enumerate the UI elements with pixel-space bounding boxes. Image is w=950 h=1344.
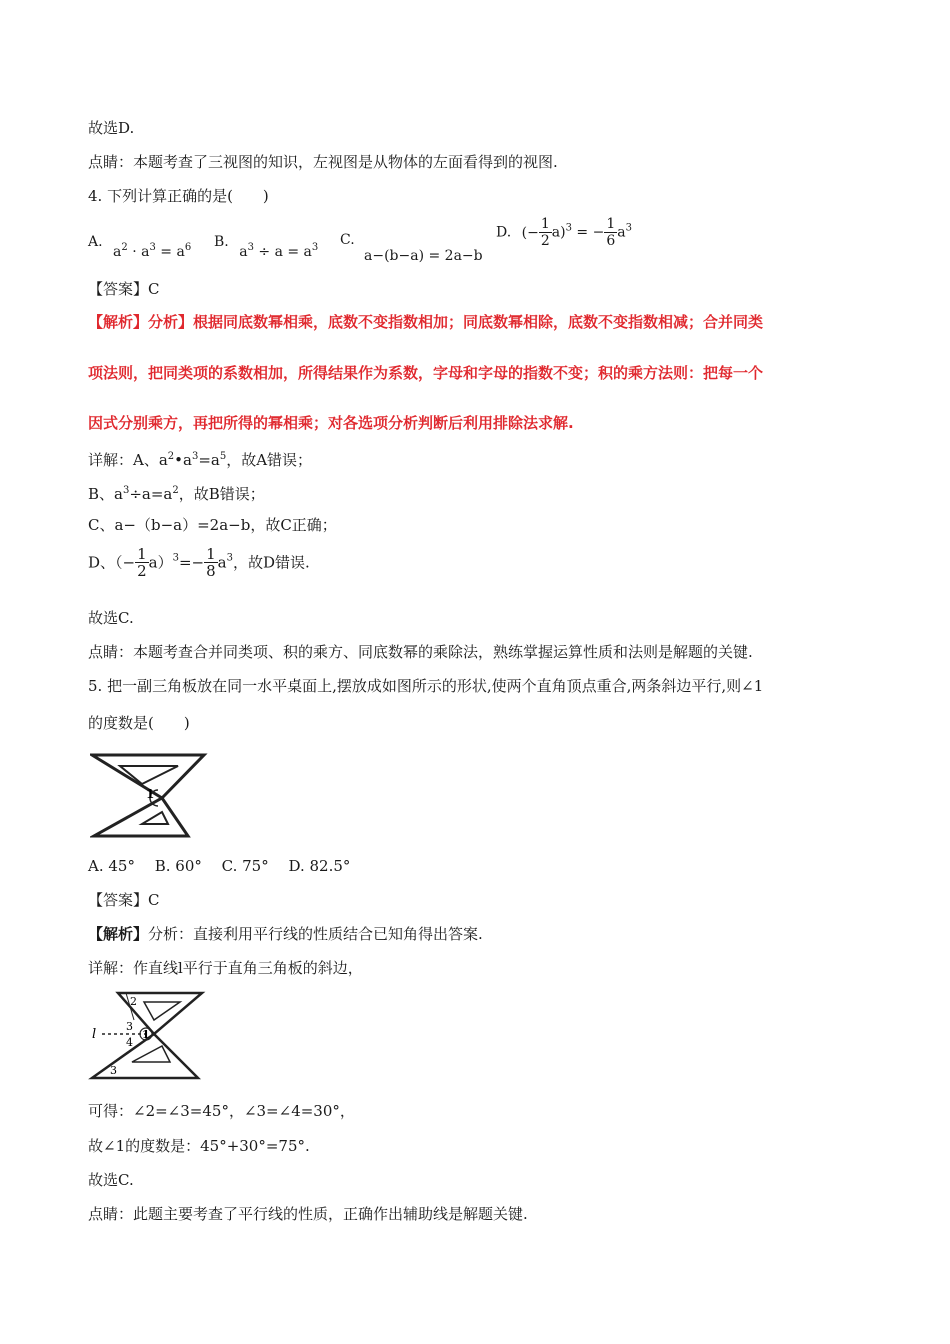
q5-result-1: 可得：∠2=∠3=45°，∠3=∠4=30°，: [88, 1102, 355, 1120]
q5-analysis: 【解析】分析：直接利用平行线的性质结合已知角得出答案.: [88, 925, 483, 943]
q4-detail-a: 详解：A、$a^2•a^3=a^5$，故A错误；: [88, 451, 313, 469]
q5-result-2: 故∠1的度数是：45°+30°=75°.: [88, 1137, 310, 1155]
q4-detail-b: B、$a^3\div a=a^2$，故B错误；: [88, 485, 265, 503]
lower-triangle: [94, 798, 188, 836]
q5-stem-line-2: 的度数是( ): [88, 714, 190, 732]
q5-detail: 详解：作直线l平行于直角三角板的斜边，: [88, 959, 363, 977]
q4-analysis-line-3: 因式分别乘方，再把所得的幂相乘；对各选项分析判断后利用排除法求解.: [88, 414, 574, 432]
label-3-upper: 3: [126, 1020, 133, 1033]
q4-choice: 故选C.: [88, 609, 134, 627]
q5-stem-line-1: 5. 把一副三角板放在同一水平桌面上,摆放成如图所示的形状,使两个直角顶点重合,两条斜边平行,则∠1: [88, 677, 764, 695]
q4-option-c: C. a−(b−a) = 2a−b: [340, 232, 483, 264]
q5-choice: 故选C.: [88, 1171, 134, 1189]
q4-detail-d-fraction-2: $\frac{1}{8}$: [206, 545, 216, 580]
q4-analysis-line-1: 【解析】分析】根据同底数幂相乘，底数不变指数相加；同底数幂相除，底数不变指数相减；合并同类: [88, 313, 764, 331]
label-4: 4: [126, 1036, 133, 1049]
q4-option-d: D. (− $\frac{1}{2}$ a)$^3$ = − $\frac{1}{6}$ $a^3$: [496, 216, 632, 249]
q4-d-fraction-2: $\frac{1}{6}$: [606, 216, 616, 249]
q4-answer: 【答案】C: [88, 280, 160, 298]
q4-analysis-line-2: 项法则，把同类项的系数相加，所得结果作为系数，字母和字母的指数不变；积的乘方法则：把每一个: [88, 364, 764, 382]
q5-options: A. 45° B. 60° C. 75° D. 82.5°: [88, 857, 351, 875]
q4-option-b: B. $a^3 \div a = a^3$: [214, 234, 319, 260]
q4-detail-d-fraction-1: $\frac{1}{2}$: [137, 545, 147, 580]
q5-answer: 【答案】C: [88, 891, 160, 909]
label-l: l: [92, 1027, 97, 1042]
q4-d-fraction-1: $\frac{1}{2}$: [540, 216, 550, 249]
label-3-lower: 3: [110, 1064, 117, 1077]
q4-comment: 点睛：本题考查合并同类项、积的乘方、同底数幂的乘除法，熟练掌握运算性质和法则是解题的关键.: [88, 643, 753, 661]
q5-figure-triangles: [90, 752, 210, 842]
angle-1-label: 1: [146, 787, 155, 801]
q5-figure-auxiliary: [88, 990, 206, 1082]
q4-stem: 4. 下列计算正确的是( ): [88, 187, 269, 205]
q3-choice: 故选D.: [88, 119, 135, 137]
q4-option-a: A. $a^2 \cdot a^3 = a^6$: [88, 234, 192, 260]
q5-comment: 点睛：此题主要考查了平行线的性质，正确作出辅助线是解题关键.: [88, 1205, 528, 1223]
q3-comment: 点睛：本题考查了三视图的知识，左视图是从物体的左面看得到的视图.: [88, 153, 558, 171]
lower-inner-triangle: [142, 812, 168, 824]
q4-detail-d: D、（− $\frac{1}{2}$ a）$^3$=− $\frac{1}{8}$ $a^3$，故D错误.: [88, 545, 310, 580]
aux-lower-inner: [132, 1046, 170, 1062]
label-2: 2: [130, 995, 137, 1008]
q4-detail-c: C、a−（b−a）=2a−b，故C正确；: [88, 516, 337, 534]
label-1: 1: [142, 1028, 150, 1041]
upper-inner-triangle: [120, 766, 178, 784]
